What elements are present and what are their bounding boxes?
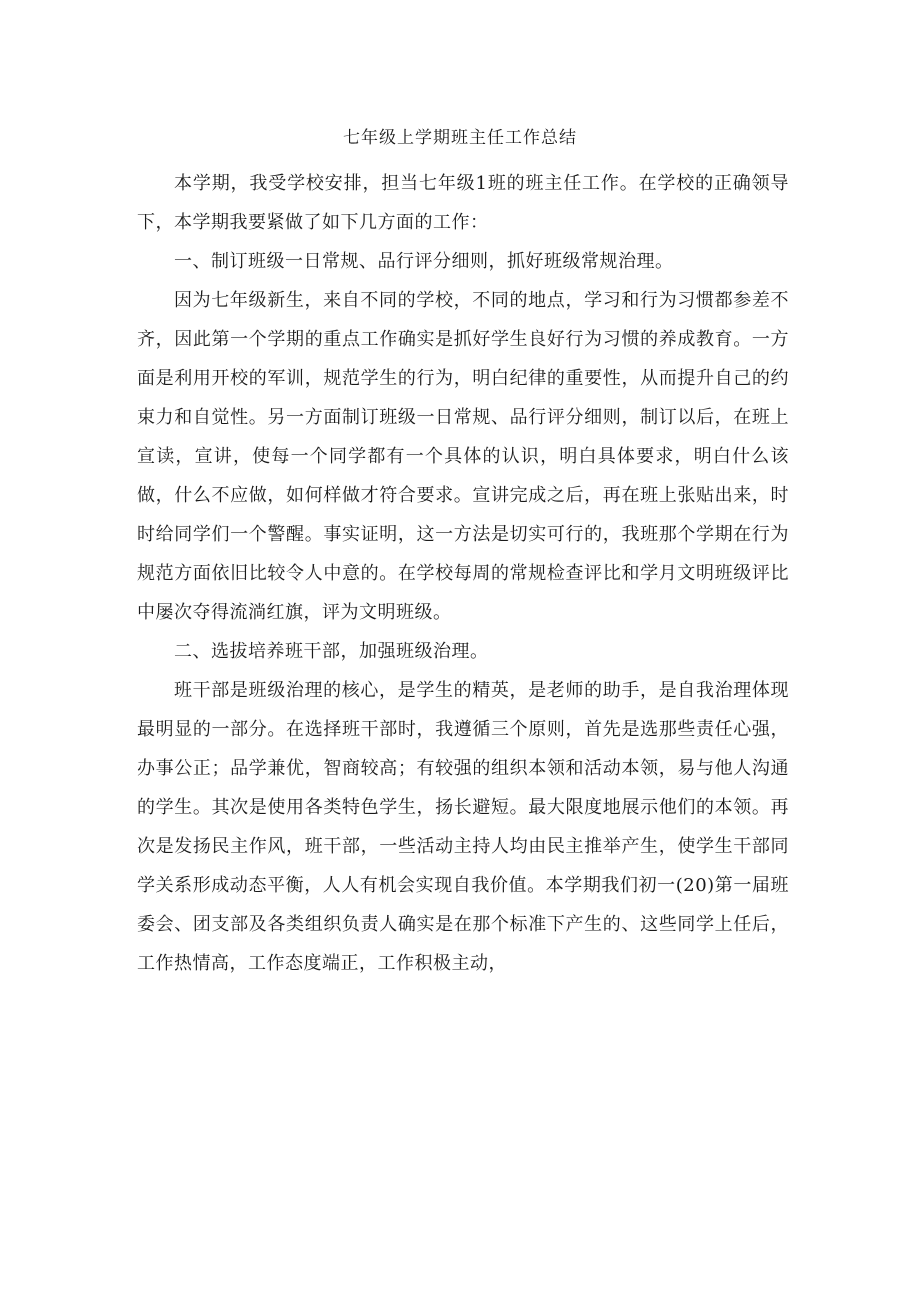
paragraph-section-2: 班干部是班级治理的核心，是学生的精英，是老师的助手，是自我治理体现最明显的一部分。在选择班干部时，我遵循三个原则，首先是选那些责任心强，办事公正；品学兼优，智商较高；有较强的组织本领和活动本领，易与他人沟通的学生。其次是使用各类特色学生，扬长避短。最大限度地展示他们的本领。再次是发扬民主作风，班干部，一些活动主持人均由民主推举产生，使学生干部同学关系形成动态平衡，人人有机会实现自我价值。本学期我们初一(20)第一届班委会、团支部及各类组织负责人确实是在那个标准下产生的、这些同学上任后，工作热情高，工作态度端正，工作积极主动， — [137, 680, 789, 974]
paragraph-intro: 本学期，我受学校安排，担当七年级1班的班主任工作。在学校的正确领导下，本学期我要紧做了如下几方面的工作： — [137, 173, 789, 233]
section-heading-1: 一、制订班级一日常规、品行评分细则，抓好班级常规治理。 — [174, 251, 674, 272]
paragraph-section-1: 因为七年级新生，来自不同的学校，不同的地点，学习和行为习惯都参差不齐，因此第一个学期的重点工作确实是抓好学生良好行为习惯的养成教育。一方面是利用开校的军训，规范学生的行为，明白纪律的重要性，从而提升自己的约束力和自觉性。另一方面制订班级一日常规、品行评分细则，制订以后，在班上宣读，宣讲，使每一个同学都有一个具体的认识，明白具体要求，明白什么该做，什么不应做，如何样做才符合要求。宣讲完成之后，再在班上张贴出来，时时给同学们一个警醒。事实证明，这一方法是切实可行的，我班那个学期在行为规范方面依旧比较令人中意的。在学校每周的常规检查评比和学月文明班级评比中屡次夺得流淌红旗，评为文明班级。 — [137, 290, 789, 623]
document-body — [137, 164, 789, 983]
document-title: 七年级上学期班主任工作总结 — [343, 128, 577, 148]
section-heading-2: 二、选拔培养班干部，加强班级治理。 — [174, 641, 489, 662]
